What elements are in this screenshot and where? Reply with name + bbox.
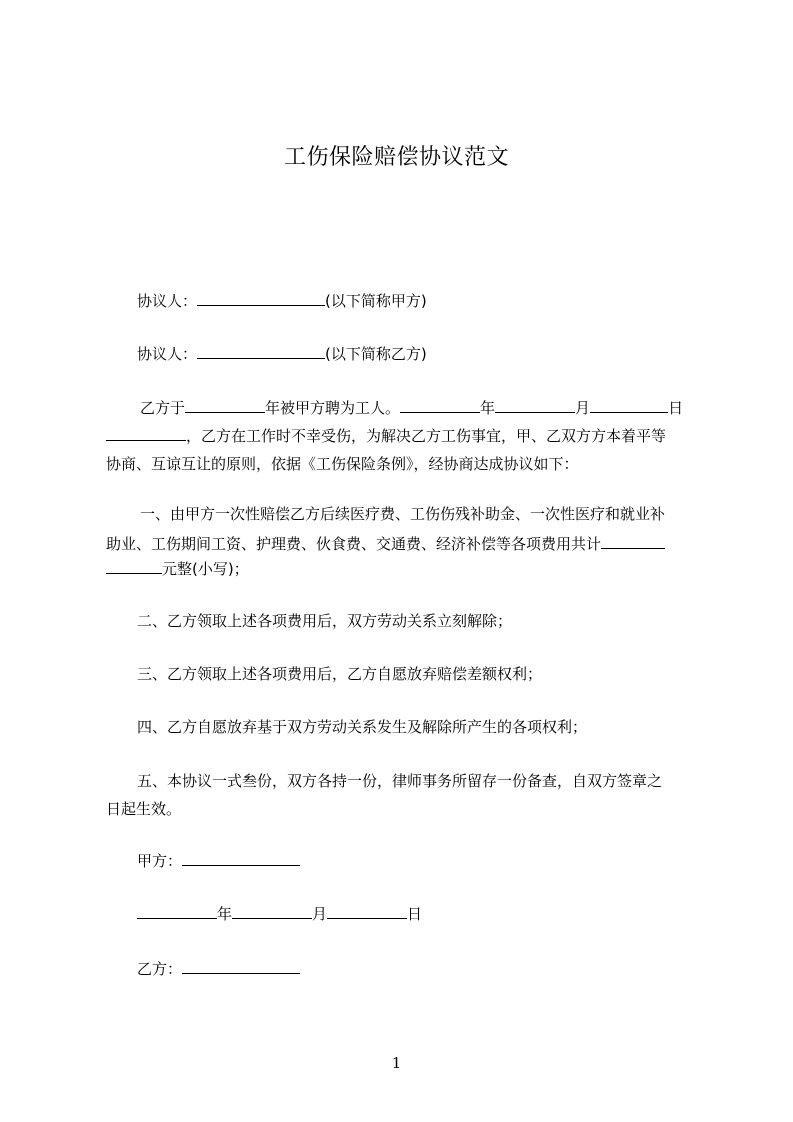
- clause-1-text: 元整(小写)；: [162, 560, 249, 578]
- intro-text: 月: [575, 399, 591, 417]
- party-b-name-blank: [197, 342, 325, 359]
- party-a-signature-line: [137, 847, 300, 875]
- clause-3: 三、乙方领取上述各项费用后，乙方自愿放弃赔偿差额权利；: [137, 665, 543, 683]
- party-b-signature-label: 乙方：: [137, 960, 183, 978]
- clause-1-text: 一、由甲方一次性赔偿乙方后续医疗费、工伤伤残补助金、一次性医疗和就业补: [140, 505, 666, 523]
- sign-month-blank: [232, 902, 312, 919]
- party-b-label: 协议人：: [137, 345, 198, 363]
- intro-text: 日: [668, 399, 684, 417]
- clause-1-line-2: [106, 530, 665, 558]
- clause-5-line-1: [137, 767, 662, 795]
- clause-1-text: 助业、工伤期间工资、护理费、伙食费、交通费、经济补偿等各项费用共计: [106, 535, 602, 553]
- page-number: 1: [391, 1054, 402, 1072]
- party-a-signature-label: 甲方：: [137, 852, 183, 870]
- total-amount-blank-cont: [106, 557, 162, 574]
- injury-day-blank-cont: [106, 424, 186, 441]
- clause-1-line-1: [140, 500, 665, 528]
- party-a-line: [137, 287, 427, 315]
- party-b-line: [137, 340, 427, 368]
- party-a-suffix: (以下简称甲方): [325, 292, 427, 310]
- date-year-label: 年: [217, 905, 233, 923]
- injury-year-blank: [400, 396, 480, 413]
- intro-line-2: [106, 422, 666, 450]
- intro-text: 协商、互谅互让的原则，依据《工伤保险条例》，经协商达成协议如下：: [106, 455, 579, 473]
- party-b-signature-line: [137, 955, 300, 983]
- clause-1-line-3: [106, 555, 249, 583]
- clause-5-line-2: [106, 795, 181, 823]
- date-day-label: 日: [407, 905, 423, 923]
- date-line: [137, 900, 422, 928]
- clause-5-text: 五、本协议一式叁份，双方各持一份，律师事务所留存一份备查，自双方签章之: [137, 772, 663, 790]
- document-title: 工伤保险赔偿协议范文: [283, 145, 509, 170]
- sign-day-blank: [327, 902, 407, 919]
- total-amount-blank: [601, 532, 665, 549]
- injury-month-blank: [495, 396, 575, 413]
- intro-line-3: [106, 450, 579, 478]
- clause-5-text: 日起生效。: [106, 800, 182, 818]
- intro-text: 年被甲方聘为工人。: [265, 399, 401, 417]
- injury-day-blank: [590, 396, 668, 413]
- date-month-label: 月: [312, 905, 328, 923]
- intro-text: 年: [480, 399, 496, 417]
- party-b-signature-blank: [182, 957, 300, 974]
- party-a-signature-blank: [182, 849, 300, 866]
- sign-year-blank: [137, 902, 217, 919]
- intro-text: ，乙方在工作时不幸受伤，为解决乙方工伤事宜，甲、乙双方方本着平等: [186, 427, 667, 445]
- intro-line-1: [140, 394, 683, 422]
- party-a-label: 协议人：: [137, 292, 198, 310]
- hire-year-blank: [185, 396, 265, 413]
- party-b-suffix: (以下简称乙方): [325, 345, 427, 363]
- clause-2: 二、乙方领取上述各项费用后，双方劳动关系立刻解除；: [137, 612, 513, 630]
- intro-text: 乙方于: [140, 399, 186, 417]
- party-a-name-blank: [197, 289, 325, 306]
- clause-4: 四、乙方自愿放弃基于双方劳动关系发生及解除所产生的各项权利；: [137, 718, 588, 736]
